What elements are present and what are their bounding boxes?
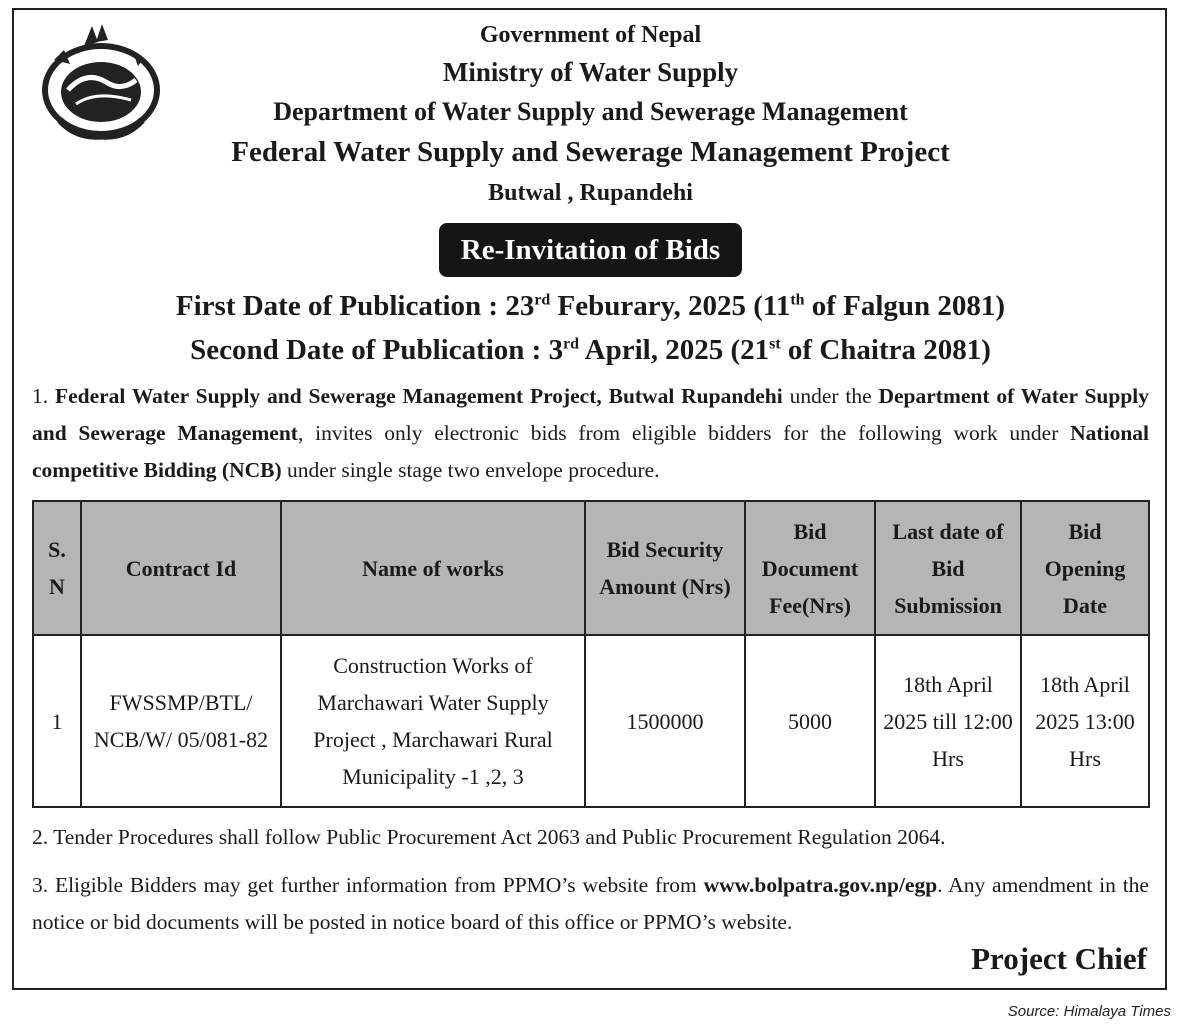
header-document-fee: Bid Document Fee(Nrs) — [745, 501, 875, 635]
website-link[interactable]: www.bolpatra.gov.np/egp — [703, 873, 938, 897]
cell-name-of-works: Construction Works of Marchawari Water Supply Project , Marchawari Rural Municipality -1 ,2, 3 — [281, 635, 585, 807]
cell-last-date: 18th April 2025 till 12:00 Hrs — [875, 635, 1021, 807]
bids-table — [32, 500, 1150, 808]
header-name-of-works: Name of works — [281, 501, 585, 635]
signature: Project Chief — [971, 941, 1147, 976]
source-credit: Source: Himalaya Times — [1007, 1003, 1171, 1020]
header-bid-security: Bid Security Amount (Nrs) — [585, 501, 745, 635]
header-last-date: Last date of Bid Submission — [875, 501, 1021, 635]
header-opening-date: Bid Opening Date — [1021, 501, 1149, 635]
header-contract-id: Contract Id — [81, 501, 281, 635]
header-government: Government of Nepal — [479, 22, 702, 48]
cell-opening-date: 18th April 2025 13:00 Hrs — [1021, 635, 1149, 807]
header-project: Federal Water Supply and Sewerage Management Project — [231, 136, 950, 168]
first-publication-date: First Date of Publication : 23rd Feburary, 2025 (11th of Falgun 2081) — [175, 290, 1006, 322]
paragraph-1: 1. Federal Water Supply and Sewerage Management Project, Butwal Rupandehi under the Department of Water Supply and Sewerage Management, invites only electronic bids from eligible bidders for the following work under National competitive Bidding (NCB) under single stage two envelope procedure. — [32, 384, 1150, 482]
title-banner: Re-Invitation of Bids — [439, 223, 742, 277]
cell-sn: 1 — [33, 635, 81, 807]
second-publication-date: Second Date of Publication : 3rd April, 2025 (21st of Chaitra 2081) — [190, 334, 991, 366]
cell-bid-security: 1500000 — [585, 635, 745, 807]
header-ministry: Ministry of Water Supply — [442, 57, 739, 87]
table-row — [33, 635, 1149, 807]
paragraph-2: 2. Tender Procedures shall follow Public Procurement Act 2063 and Public Procurement Regulation 2064. — [32, 825, 946, 849]
cell-contract-id: FWSSMP/BTL/ NCB/W/ 05/081-82 — [81, 635, 281, 807]
header-sn: S. N — [33, 501, 81, 635]
header-location: Butwal , Rupandehi — [488, 180, 693, 206]
paragraph-3: 3. Eligible Bidders may get further information from PPMO’s website from www.bolpatra.gov.np/egp. Any amendment in the notice or bid documents will be posted in notice board of this office or PPMO’s website. — [32, 873, 1149, 934]
table-header-row — [33, 501, 1149, 635]
header-department: Department of Water Supply and Sewerage Management — [273, 97, 908, 126]
cell-document-fee: 5000 — [745, 635, 875, 807]
